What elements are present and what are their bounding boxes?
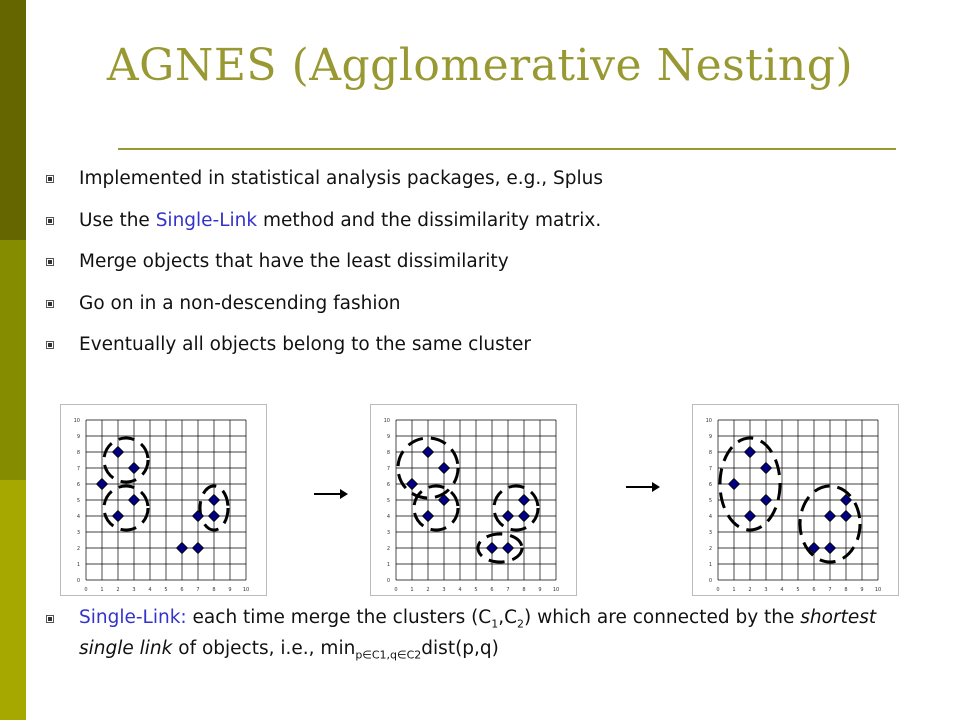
x-tick-label: 2 bbox=[116, 587, 120, 593]
x-tick-label: 5 bbox=[474, 587, 478, 593]
y-tick-label: 0 bbox=[76, 578, 80, 584]
y-tick-label: 9 bbox=[708, 434, 712, 440]
footnote-text: dist(p,q) bbox=[421, 637, 499, 659]
x-tick-label: 7 bbox=[828, 587, 832, 593]
data-point bbox=[97, 479, 108, 490]
x-tick-label: 4 bbox=[148, 587, 152, 593]
x-tick-label: 8 bbox=[212, 587, 216, 593]
y-tick-label: 4 bbox=[76, 514, 80, 520]
y-tick-label: 2 bbox=[386, 546, 390, 552]
data-point bbox=[519, 511, 530, 522]
y-tick-label: 1 bbox=[708, 562, 712, 568]
data-point bbox=[407, 479, 418, 490]
sidebar-band-dark bbox=[0, 0, 26, 240]
title-rule bbox=[118, 148, 896, 150]
footnote-list bbox=[46, 606, 906, 667]
y-tick-label: 8 bbox=[708, 450, 712, 456]
right-arrow-icon bbox=[622, 480, 662, 494]
x-tick-label: 3 bbox=[442, 587, 446, 593]
data-point bbox=[745, 511, 756, 522]
data-point bbox=[129, 495, 140, 506]
x-tick-label: 2 bbox=[748, 587, 752, 593]
x-tick-label: 9 bbox=[228, 587, 232, 593]
y-tick-label: 4 bbox=[386, 514, 390, 520]
data-point bbox=[729, 479, 740, 490]
data-point bbox=[177, 543, 188, 554]
y-tick-label: 8 bbox=[76, 450, 80, 456]
y-tick-label: 1 bbox=[76, 562, 80, 568]
square-bullet-icon bbox=[46, 615, 54, 623]
bullet-list bbox=[46, 164, 926, 372]
x-tick-label: 0 bbox=[84, 587, 88, 593]
footnote-text: of objects, i.e., min bbox=[172, 637, 356, 659]
x-tick-label: 1 bbox=[410, 587, 414, 593]
data-point bbox=[503, 511, 514, 522]
y-tick-label: 1 bbox=[386, 562, 390, 568]
x-tick-label: 9 bbox=[538, 587, 542, 593]
x-tick-label: 7 bbox=[196, 587, 200, 593]
y-tick-label: 0 bbox=[708, 578, 712, 584]
data-point bbox=[761, 495, 772, 506]
bullet-text: Merge objects that have the least dissimilarity bbox=[79, 251, 509, 272]
bullet-item bbox=[46, 330, 926, 372]
x-tick-label: 3 bbox=[132, 587, 136, 593]
footnote-subscript: p∈C1,q∈C2 bbox=[355, 648, 422, 662]
x-tick-label: 0 bbox=[716, 587, 720, 593]
cluster-outline bbox=[104, 438, 148, 482]
right-arrow-icon bbox=[310, 487, 350, 501]
x-tick-label: 8 bbox=[522, 587, 526, 593]
data-point bbox=[519, 495, 530, 506]
y-tick-label: 7 bbox=[386, 466, 390, 472]
single-link-term: Single-Link bbox=[155, 209, 258, 231]
data-point bbox=[423, 511, 434, 522]
data-point bbox=[423, 447, 434, 458]
x-tick-label: 5 bbox=[796, 587, 800, 593]
x-tick-label: 1 bbox=[100, 587, 104, 593]
cluster-outline bbox=[104, 486, 148, 530]
y-tick-label: 2 bbox=[708, 546, 712, 552]
footnote-text: ,C bbox=[498, 607, 518, 628]
x-tick-label: 7 bbox=[506, 587, 510, 593]
x-tick-label: 1 bbox=[732, 587, 736, 593]
y-tick-label: 7 bbox=[708, 466, 712, 472]
bullet-text: Go on in a non-descending fashion bbox=[79, 292, 401, 314]
x-tick-label: 4 bbox=[458, 587, 462, 593]
bullet-text: Implemented in statistical analysis packages, e.g., Splus bbox=[79, 168, 603, 189]
bullet-text-pre: Use the bbox=[79, 209, 156, 231]
cluster-outline bbox=[414, 486, 458, 530]
square-bullet-icon bbox=[46, 300, 54, 308]
y-tick-label: 5 bbox=[76, 498, 80, 504]
data-point bbox=[825, 511, 836, 522]
y-tick-label: 2 bbox=[76, 546, 80, 552]
x-tick-label: 6 bbox=[490, 587, 494, 593]
footnote-subscript: 1 bbox=[491, 617, 499, 631]
data-point bbox=[209, 495, 220, 506]
y-tick-label: 6 bbox=[76, 482, 80, 488]
footnote-text: ) which are connected by the bbox=[524, 607, 801, 628]
sidebar-band-mid bbox=[0, 240, 26, 480]
cluster-outline bbox=[494, 486, 538, 530]
data-point bbox=[745, 447, 756, 458]
y-tick-label: 8 bbox=[386, 450, 390, 456]
y-tick-label: 6 bbox=[386, 482, 390, 488]
square-bullet-icon bbox=[46, 175, 54, 183]
slide-title: AGNES (Agglomerative Nesting) bbox=[106, 40, 854, 91]
footnote-emphasis: shortest single link bbox=[79, 607, 877, 659]
y-tick-label: 10 bbox=[383, 418, 390, 424]
data-point bbox=[439, 463, 450, 474]
footnote-item bbox=[46, 606, 906, 667]
data-point bbox=[113, 447, 124, 458]
y-tick-label: 4 bbox=[708, 514, 712, 520]
x-tick-label: 10 bbox=[242, 587, 250, 593]
x-tick-label: 4 bbox=[780, 587, 784, 593]
y-tick-label: 6 bbox=[708, 482, 712, 488]
data-point bbox=[113, 511, 124, 522]
data-point bbox=[129, 463, 140, 474]
footnote-text: each time merge the clusters (C bbox=[186, 607, 492, 628]
data-point bbox=[193, 511, 204, 522]
y-tick-label: 3 bbox=[708, 530, 712, 536]
sidebar-band-light bbox=[0, 480, 26, 720]
x-tick-label: 9 bbox=[860, 587, 864, 593]
x-tick-label: 10 bbox=[874, 587, 882, 593]
x-tick-label: 6 bbox=[812, 587, 816, 593]
bullet-text: Eventually all objects belong to the same cluster bbox=[79, 334, 531, 355]
data-point bbox=[841, 511, 852, 522]
x-tick-label: 2 bbox=[426, 587, 430, 593]
x-tick-label: 10 bbox=[552, 587, 560, 593]
bullet-item bbox=[46, 206, 926, 248]
x-tick-label: 8 bbox=[844, 587, 848, 593]
y-tick-label: 10 bbox=[705, 418, 712, 424]
scatter-plot-2 bbox=[371, 405, 576, 595]
data-point bbox=[193, 543, 204, 554]
square-bullet-icon bbox=[46, 258, 54, 266]
data-point bbox=[487, 543, 498, 554]
x-tick-label: 5 bbox=[164, 587, 168, 593]
y-tick-label: 9 bbox=[76, 434, 80, 440]
data-point bbox=[209, 511, 220, 522]
data-point bbox=[503, 543, 514, 554]
bullet-item bbox=[46, 164, 926, 206]
footnote-subscript: 2 bbox=[517, 617, 525, 631]
y-tick-label: 3 bbox=[76, 530, 80, 536]
data-point bbox=[761, 463, 772, 474]
scatter-panel-step-2 bbox=[370, 404, 577, 596]
x-tick-label: 3 bbox=[764, 587, 768, 593]
y-tick-label: 0 bbox=[386, 578, 390, 584]
bullet-text-post: method and the dissimilarity matrix. bbox=[257, 209, 602, 231]
scatter-plot-3 bbox=[693, 405, 898, 595]
scatter-plot-1 bbox=[61, 405, 266, 595]
x-tick-label: 0 bbox=[394, 587, 398, 593]
y-tick-label: 9 bbox=[386, 434, 390, 440]
y-tick-label: 3 bbox=[386, 530, 390, 536]
data-point bbox=[825, 543, 836, 554]
decorative-sidebar bbox=[0, 0, 26, 720]
footnote-term: Single-Link: bbox=[79, 607, 187, 628]
square-bullet-icon bbox=[46, 217, 54, 225]
scatter-panel-step-3 bbox=[692, 404, 899, 596]
scatter-panel-step-1 bbox=[60, 404, 267, 596]
x-tick-label: 6 bbox=[180, 587, 184, 593]
bullet-item bbox=[46, 289, 926, 331]
y-tick-label: 7 bbox=[76, 466, 80, 472]
y-tick-label: 10 bbox=[73, 418, 80, 424]
bullet-item bbox=[46, 247, 926, 289]
y-tick-label: 5 bbox=[386, 498, 390, 504]
square-bullet-icon bbox=[46, 341, 54, 349]
y-tick-label: 5 bbox=[708, 498, 712, 504]
